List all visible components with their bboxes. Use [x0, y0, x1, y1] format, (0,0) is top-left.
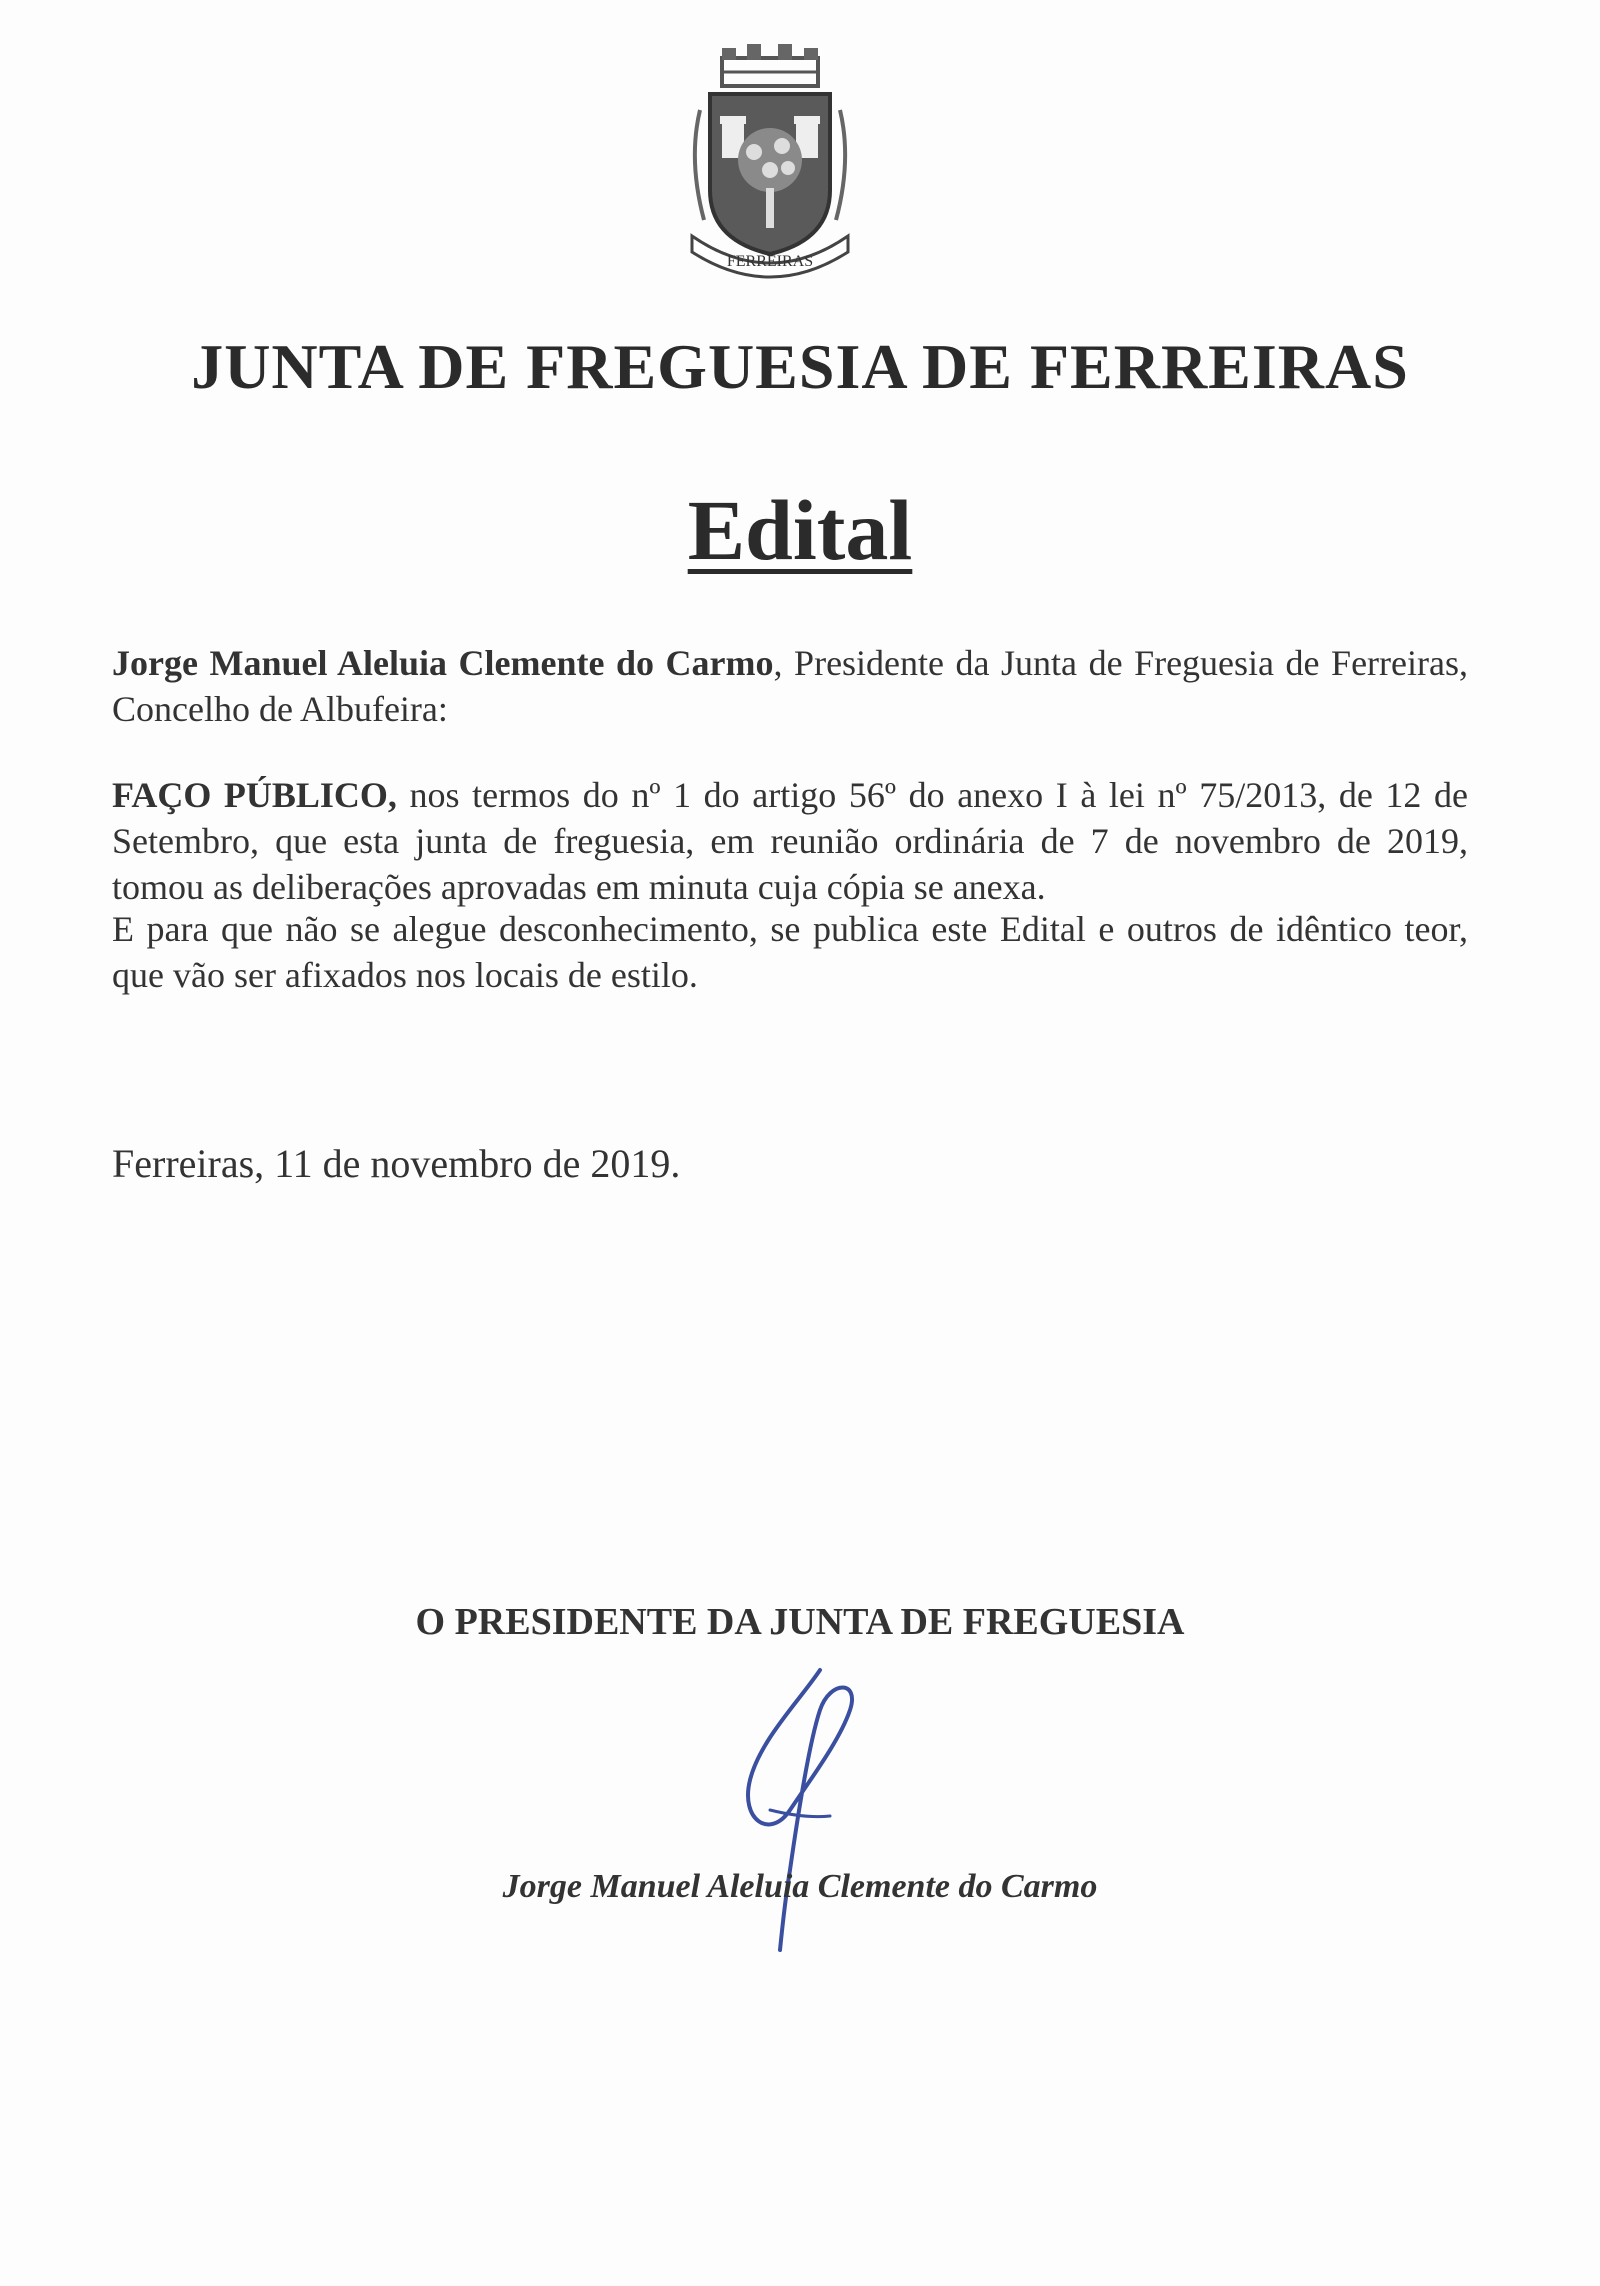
- document-title: Edital: [687, 482, 913, 578]
- signer-title: O PRESIDENTE DA JUNTA DE FREGUESIA: [415, 1601, 1185, 1643]
- closing-paragraph: E para que não se alegue desconhecimento, se publica este Edital e outros de idêntico teor, que vão ser afixados nos locais de estilo.: [112, 909, 1468, 995]
- handwritten-signature: [700, 1640, 900, 1960]
- intro-name: Jorge Manuel Aleluia Clemente do Carmo: [112, 643, 774, 683]
- crest-ribbon-text: FERREIRAS: [726, 253, 814, 270]
- coat-of-arms-icon: [670, 40, 870, 290]
- place-date: Ferreiras, 11 de novembro de 2019.: [112, 1141, 681, 1186]
- announcement-lead: FAÇO PÚBLICO,: [112, 775, 397, 815]
- announcement-paragraph: [112, 772, 1468, 910]
- header-title: JUNTA DE FREGUESIA DE FERREIRAS: [191, 331, 1409, 402]
- intro-text: , Presidente da Junta de Freguesia de Ferreiras, Concelho de Albufeira:: [112, 643, 1468, 729]
- intro-paragraph: [112, 640, 1468, 732]
- signer-name: Jorge Manuel Aleluia Clemente do Carmo: [502, 1868, 1098, 1905]
- announcement-text: nos termos do nº 1 do artigo 56º do anexo I à lei nº 75/2013, de 12 de Setembro, que esta junta de freguesia, em reunião ordinária de 7 de novembro de 2019, tomou as deliberações aprovadas em minuta cuja cópia se anexa.: [112, 775, 1468, 907]
